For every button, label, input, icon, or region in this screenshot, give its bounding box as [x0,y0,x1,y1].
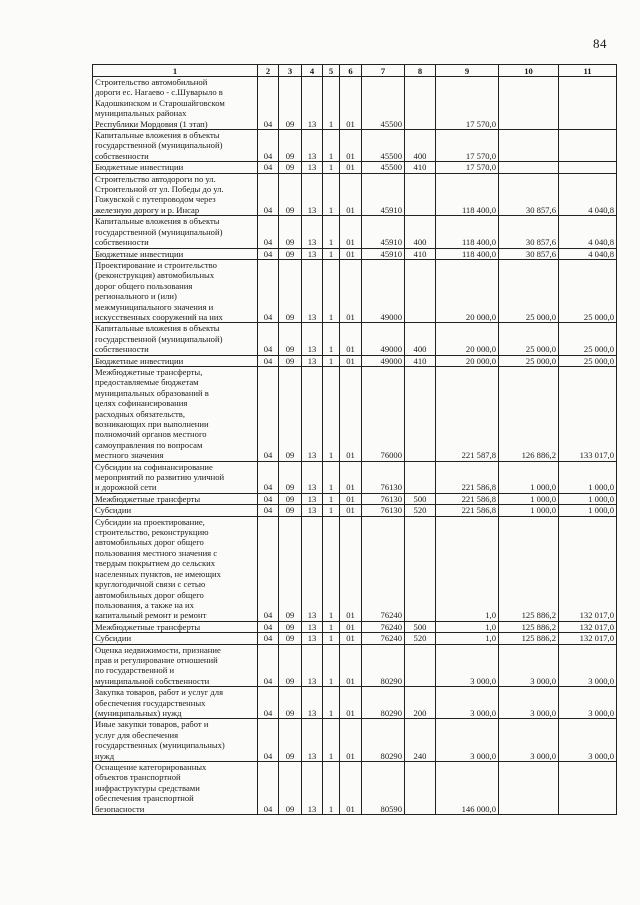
table-cell: 410 [405,248,436,259]
table-row [93,516,617,621]
row-title-cell: Проектирование и строительство (реконструкция) автомобильных дорог общего пользования регионального и (или) межмуниципального значения и искусственных сооружений на них [93,259,258,322]
table-cell: 1 000,0 [559,461,617,493]
table-cell: 1 [323,355,340,366]
row-title-cell: Субсидии [93,633,258,644]
table-cell: 132 017,0 [559,633,617,644]
table-cell: 17 570,0 [436,162,499,173]
table-cell: 1 [323,216,340,248]
table-cell: 04 [258,77,279,130]
row-title-cell: Капитальные вложения в объекты государственной (муниципальной) собственности [93,130,258,162]
table-cell: 1 [323,173,340,216]
table-cell: 76240 [362,621,405,632]
table-cell: 04 [258,621,279,632]
table-cell: 80290 [362,719,405,762]
table-cell: 13 [302,633,323,644]
row-title-cell: Закупка товаров, работ и услуг для обеспечения государственных (муниципальных) нужд [93,687,258,719]
table-cell: 1 [323,162,340,173]
column-header: 6 [340,65,362,77]
table-cell: 09 [279,162,302,173]
table-cell: 01 [340,77,362,130]
table-cell: 25 000,0 [559,323,617,355]
table-cell: 410 [405,162,436,173]
table-cell: 13 [302,621,323,632]
table-cell: 520 [405,505,436,516]
table-cell: 04 [258,687,279,719]
table-cell: 76240 [362,516,405,621]
table-cell: 1 [323,719,340,762]
row-title-cell: Межбюджетные трансферты [93,493,258,504]
table-cell: 13 [302,323,323,355]
table-cell: 410 [405,355,436,366]
table-cell: 09 [279,719,302,762]
column-header: 9 [436,65,499,77]
table-cell: 04 [258,633,279,644]
table-cell: 13 [302,173,323,216]
table-cell: 04 [258,461,279,493]
column-header: 8 [405,65,436,77]
table-cell: 13 [302,216,323,248]
table-row [93,323,617,355]
table-cell: 04 [258,366,279,461]
table-cell: 132 017,0 [559,621,617,632]
table-cell: 01 [340,173,362,216]
table-cell: 01 [340,355,362,366]
table-cell: 01 [340,130,362,162]
table-row [93,687,617,719]
table-cell: 25 000,0 [499,355,559,366]
table-row [93,355,617,366]
table-cell: 09 [279,259,302,322]
row-title-cell: Субсидии [93,505,258,516]
table-row [93,621,617,632]
table-cell: 17 570,0 [436,77,499,130]
table-cell: 3 000,0 [499,644,559,687]
table-cell: 80290 [362,644,405,687]
table-cell: 3 000,0 [499,719,559,762]
table-cell: 20 000,0 [436,259,499,322]
table-cell: 80590 [362,762,405,815]
table-cell: 1 [323,259,340,322]
table-cell: 3 000,0 [436,687,499,719]
table-cell: 1,0 [436,633,499,644]
table-cell: 13 [302,762,323,815]
table-cell: 500 [405,493,436,504]
row-title-cell: Оценка недвижимости, признание прав и регулирование отношений по государственной и муниципальной собственности [93,644,258,687]
table-cell: 04 [258,130,279,162]
table-cell: 20 000,0 [436,355,499,366]
table-cell: 01 [340,248,362,259]
table-cell: 01 [340,633,362,644]
table-cell: 13 [302,493,323,504]
table-row [93,461,617,493]
table-cell: 13 [302,248,323,259]
table-cell: 25 000,0 [559,355,617,366]
table-cell: 80290 [362,687,405,719]
table-cell: 13 [302,719,323,762]
table-cell: 125 886,2 [499,621,559,632]
table-cell: 1 [323,461,340,493]
table-cell: 04 [258,644,279,687]
table-cell: 13 [302,366,323,461]
table-cell: 4 040,8 [559,173,617,216]
table-cell: 09 [279,762,302,815]
row-title-cell: Бюджетные инвестиции [93,248,258,259]
table-cell: 09 [279,130,302,162]
table-cell: 09 [279,216,302,248]
table-cell: 01 [340,644,362,687]
table-cell: 1 [323,493,340,504]
table-cell [405,366,436,461]
table-cell: 09 [279,516,302,621]
row-title-cell: Капитальные вложения в объекты государственной (муниципальной) собственности [93,323,258,355]
table-row [93,762,617,815]
table-cell: 04 [258,248,279,259]
table-cell: 133 017,0 [559,366,617,461]
table-cell: 04 [258,173,279,216]
table-cell: 09 [279,248,302,259]
table-cell: 13 [302,505,323,516]
table-cell: 1 [323,130,340,162]
table-cell: 01 [340,516,362,621]
table-row [93,259,617,322]
row-title-cell: Оснащение категорированных объектов транспортной инфраструктуры средствами обеспечения транспортной безопасности [93,762,258,815]
row-title-cell: Капитальные вложения в объекты государственной (муниципальной) собственности [93,216,258,248]
table-cell: 118 400,0 [436,216,499,248]
table-cell: 25 000,0 [499,259,559,322]
table-row [93,493,617,504]
table-cell: 221 586,8 [436,493,499,504]
table-cell: 13 [302,461,323,493]
table-cell: 09 [279,366,302,461]
table-cell: 3 000,0 [559,719,617,762]
table-cell: 04 [258,162,279,173]
table-cell: 200 [405,687,436,719]
table-body [93,77,617,815]
table-cell: 1 000,0 [499,505,559,516]
table-cell: 1 [323,248,340,259]
table-cell: 30 857,6 [499,216,559,248]
table-cell: 13 [302,687,323,719]
table-cell: 3 000,0 [499,687,559,719]
table-cell [559,762,617,815]
table-cell: 4 040,8 [559,216,617,248]
table-cell: 118 400,0 [436,173,499,216]
page-number: 84 [593,36,607,51]
table-cell: 49000 [362,323,405,355]
table-cell: 30 857,6 [499,173,559,216]
table-header-row [93,65,617,77]
column-header: 10 [499,65,559,77]
table-cell: 13 [302,355,323,366]
table-cell: 400 [405,216,436,248]
table-cell: 01 [340,323,362,355]
table-row [93,719,617,762]
table-cell: 09 [279,173,302,216]
table-cell [405,762,436,815]
table-cell: 126 886,2 [499,366,559,461]
table-cell: 1,0 [436,621,499,632]
column-header: 4 [302,65,323,77]
table-cell [499,162,559,173]
table-cell: 13 [302,259,323,322]
table-cell [499,77,559,130]
table-cell: 04 [258,762,279,815]
table-cell: 13 [302,516,323,621]
row-title-cell: Бюджетные инвестиции [93,355,258,366]
column-header: 11 [559,65,617,77]
table-cell: 01 [340,366,362,461]
column-header: 3 [279,65,302,77]
table-cell: 01 [340,762,362,815]
column-header: 7 [362,65,405,77]
table-cell: 76130 [362,505,405,516]
table-cell: 1 [323,77,340,130]
table-cell: 146 000,0 [436,762,499,815]
table-cell: 1 000,0 [499,461,559,493]
table-cell [499,762,559,815]
table-cell: 09 [279,644,302,687]
row-title-cell: Субсидии на проектирование, строительство, реконструкцию автомобильных дорог общего пользования местного значения с твердым покрытием до сельских населенных пунктов, не имеющих круглогодичной связи с сетью автомобильных дорог общего пользования, а также на их капитальный ремонт и ремонт [93,516,258,621]
table-cell: 09 [279,77,302,130]
table-cell: 04 [258,355,279,366]
table-cell [405,77,436,130]
table-cell: 520 [405,633,436,644]
table-cell: 1 [323,644,340,687]
table-cell: 25 000,0 [499,323,559,355]
row-title-cell: Межбюджетные трансферты, предоставляемые бюджетам муниципальных образований в целях софинансирования расходных обязательств, возникающих при выполнении полномочий органов местного самоуправления по вопросам местного значения [93,366,258,461]
table-cell: 13 [302,162,323,173]
table-cell: 45500 [362,130,405,162]
column-header: 5 [323,65,340,77]
table-cell [405,173,436,216]
table-cell: 118 400,0 [436,248,499,259]
table-row [93,130,617,162]
table-cell: 400 [405,130,436,162]
table-row [93,162,617,173]
table-cell: 45910 [362,248,405,259]
budget-table [92,64,617,815]
table-cell: 04 [258,259,279,322]
table-cell: 221 587,8 [436,366,499,461]
table-cell: 76000 [362,366,405,461]
table-cell: 45500 [362,77,405,130]
row-title-cell: Субсидии на софинансирование мероприятий по развитию уличной и дорожной сети [93,461,258,493]
table-cell: 09 [279,461,302,493]
table-cell: 1 [323,323,340,355]
table-cell: 76240 [362,633,405,644]
table-cell: 500 [405,621,436,632]
table-cell: 01 [340,259,362,322]
table-cell: 49000 [362,259,405,322]
table-row [93,173,617,216]
row-title-cell: Межбюджетные трансферты [93,621,258,632]
table-cell [405,461,436,493]
table-cell: 04 [258,216,279,248]
table-row [93,77,617,130]
table-cell: 1 000,0 [499,493,559,504]
table-cell: 1 [323,633,340,644]
table-cell: 1 000,0 [559,505,617,516]
table-cell: 04 [258,323,279,355]
table-cell: 1 000,0 [559,493,617,504]
table-cell: 01 [340,505,362,516]
table-row [93,366,617,461]
table-cell: 1 [323,762,340,815]
table-cell: 20 000,0 [436,323,499,355]
table-cell [499,130,559,162]
table-cell: 45910 [362,173,405,216]
table-row [93,633,617,644]
table-cell: 09 [279,687,302,719]
table-cell: 01 [340,216,362,248]
table-cell: 04 [258,516,279,621]
table-cell: 09 [279,493,302,504]
table-cell: 221 586,8 [436,505,499,516]
table-cell [559,162,617,173]
table-cell [559,130,617,162]
table-row [93,644,617,687]
table-cell: 09 [279,323,302,355]
table-cell: 76130 [362,493,405,504]
table-cell: 1 [323,516,340,621]
table-cell: 132 017,0 [559,516,617,621]
table-cell: 4 040,8 [559,248,617,259]
table-cell: 1 [323,621,340,632]
table-cell: 400 [405,323,436,355]
table-cell: 01 [340,461,362,493]
table-cell [405,259,436,322]
table-cell: 76130 [362,461,405,493]
table-cell: 13 [302,130,323,162]
column-header: 2 [258,65,279,77]
table-cell: 01 [340,687,362,719]
table-cell: 09 [279,633,302,644]
table-cell: 04 [258,493,279,504]
table-row [93,505,617,516]
table-cell: 01 [340,719,362,762]
table-cell: 01 [340,493,362,504]
table-cell: 240 [405,719,436,762]
table-cell: 09 [279,355,302,366]
table-cell: 45910 [362,216,405,248]
table-row [93,248,617,259]
table-cell: 125 886,2 [499,516,559,621]
table-cell: 13 [302,644,323,687]
table-cell: 3 000,0 [559,687,617,719]
table-cell: 01 [340,162,362,173]
row-title-cell: Строительство автодороги по ул. Строительной от ул. Победы до ул. Гожувской с путепроводом через железную дорогу и р. Инсар [93,173,258,216]
table-row [93,216,617,248]
table-cell: 1,0 [436,516,499,621]
table-cell: 221 586,8 [436,461,499,493]
table-cell: 04 [258,505,279,516]
table-cell: 04 [258,719,279,762]
table-cell: 49000 [362,355,405,366]
table-cell [405,644,436,687]
table-cell: 13 [302,77,323,130]
table-cell: 09 [279,505,302,516]
table-cell: 45500 [362,162,405,173]
table-cell: 1 [323,505,340,516]
table-cell: 3 000,0 [559,644,617,687]
budget-table-container [92,64,616,815]
table-cell: 30 857,6 [499,248,559,259]
table-cell: 1 [323,687,340,719]
table-cell: 25 000,0 [559,259,617,322]
table-cell: 125 886,2 [499,633,559,644]
table-cell: 3 000,0 [436,644,499,687]
row-title-cell: Иные закупки товаров, работ и услуг для обеспечения государственных (муниципальных) нужд [93,719,258,762]
table-cell [405,516,436,621]
table-cell: 09 [279,621,302,632]
column-header: 1 [93,65,258,77]
table-cell [559,77,617,130]
table-cell: 01 [340,621,362,632]
table-cell: 1 [323,366,340,461]
row-title-cell: Бюджетные инвестиции [93,162,258,173]
table-cell: 17 570,0 [436,130,499,162]
row-title-cell: Строительство автомобильной дороги ес. Нагаево - с.Шуварыло в Кадошкинском и Старошайговском муниципальных районах Республики Мордовия (1 этап) [93,77,258,130]
table-cell: 3 000,0 [436,719,499,762]
